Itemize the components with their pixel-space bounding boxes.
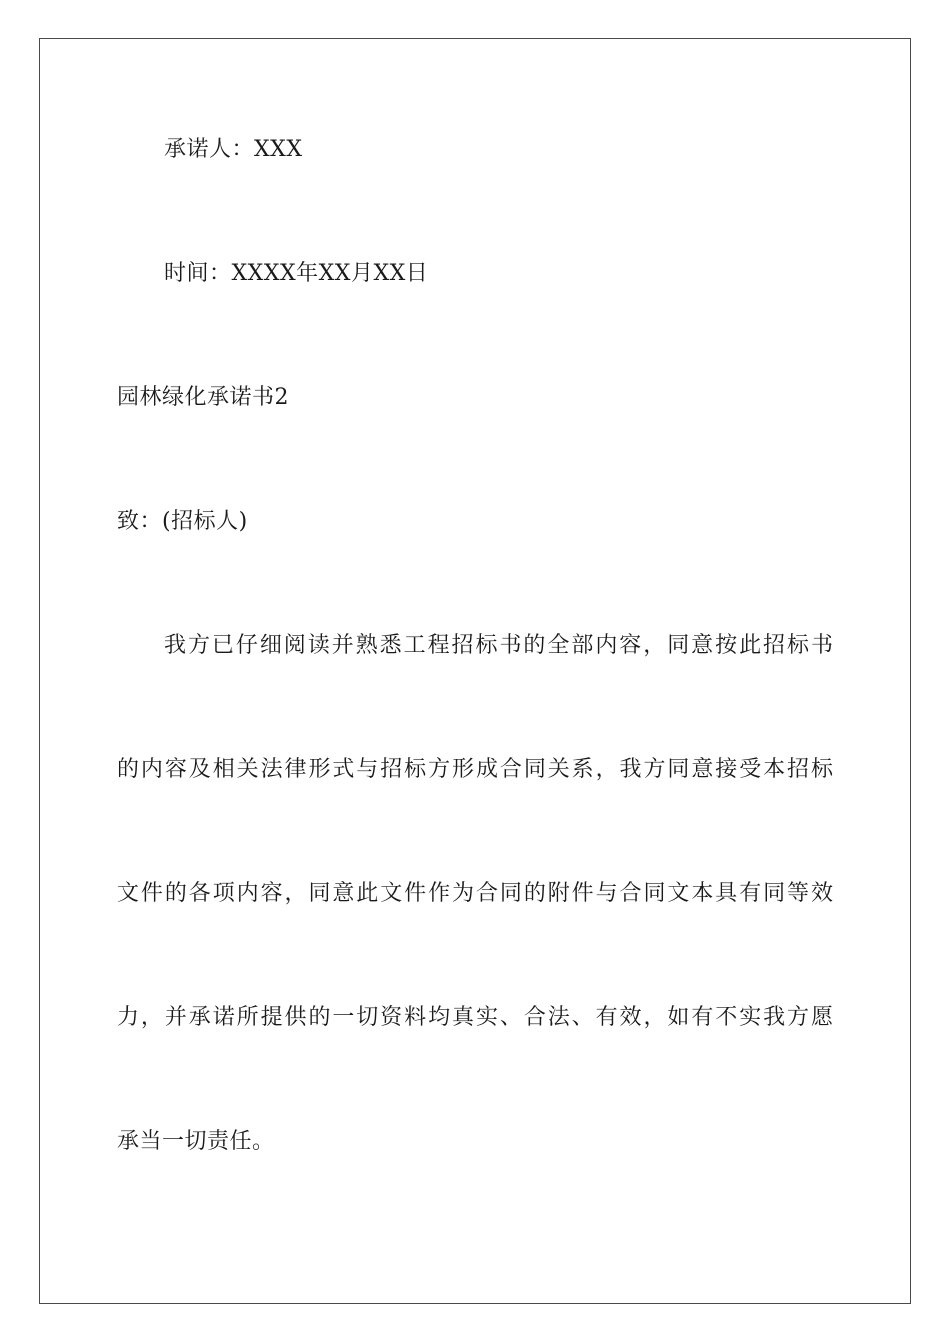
body-paragraph-line: 我方已仔细阅读并熟悉工程招标书的全部内容，同意按此招标书 [164,633,833,658]
page-border [39,38,911,1304]
document-heading: 园林绿化承诺书2 [117,385,289,410]
body-paragraph-line: 承当一切责任。 [117,1129,275,1154]
signatory-line: 承诺人：XXX [164,137,303,162]
body-paragraph-line: 力，并承诺所提供的一切资料均真实、合法、有效，如有不实我方愿 [117,1005,833,1030]
addressee-line: 致：(招标人) [117,509,248,534]
body-paragraph-line: 文件的各项内容，同意此文件作为合同的附件与合同文本具有同等效 [117,881,833,906]
date-line: 时间：XXXX年XX月XX日 [164,261,429,286]
body-paragraph-line: 的内容及相关法律形式与招标方形成合同关系，我方同意接受本招标 [117,757,833,782]
